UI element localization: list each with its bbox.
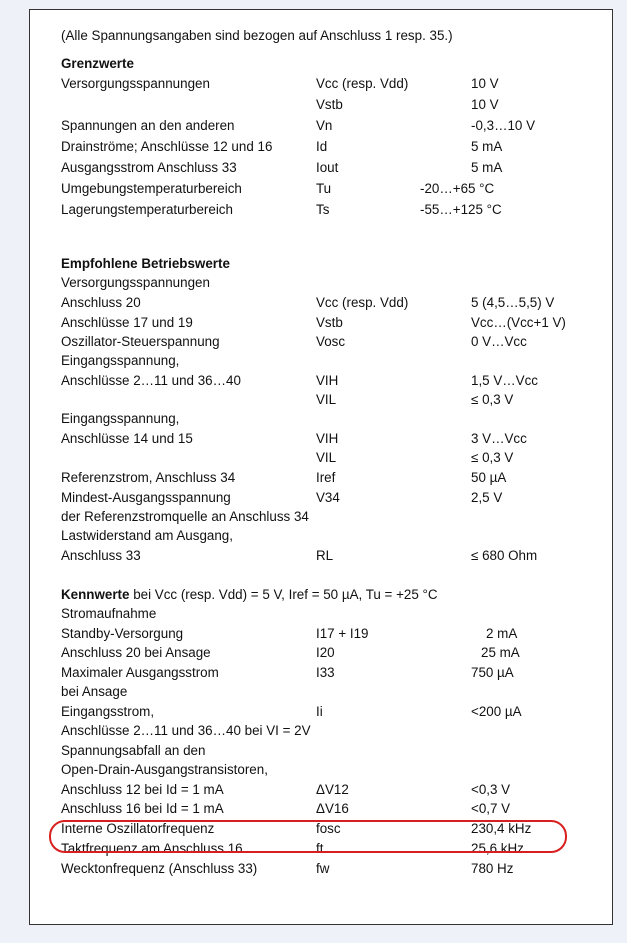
section-heading-kennwerte: [61, 586, 438, 603]
s1-row-label: Lagerungstemperaturbereich: [61, 202, 233, 217]
s1-row-value: 10 V: [471, 97, 499, 112]
s3-row-label: Spannungsabfall an den: [61, 743, 206, 758]
s2-row-label: Anschlüsse 14 und 15: [61, 431, 193, 446]
s2-row-value: 0 V…Vcc: [471, 334, 527, 349]
s1-row-value: -0,3…10 V: [471, 118, 536, 133]
s3-row-symbol: I20: [316, 645, 335, 660]
s1-row-value: -55…+125 °C: [420, 202, 502, 217]
s3-row-symbol: I17 + I19: [316, 626, 369, 641]
document-sheet: [29, 9, 613, 925]
s2-row-label: Anschluss 33: [61, 548, 141, 563]
kennwerte-title: Kennwerte: [61, 587, 130, 602]
s2-row-symbol: VIL: [316, 392, 337, 407]
s1-row-value: -20…+65 °C: [420, 181, 495, 196]
s2-row-label: Eingangsspannung,: [61, 411, 180, 426]
s3-row-symbol: I33: [316, 665, 335, 680]
s3-row-value: 25,6 kHz: [471, 841, 524, 856]
s2-row-value: 3 V…Vcc: [471, 431, 527, 446]
s3-row-symbol: fw: [316, 861, 330, 876]
s2-row-label: Anschlüsse 2…11 und 36…40: [61, 373, 241, 388]
section-heading-grenzwerte: Grenzwerte: [61, 56, 134, 71]
s2-row-label: Anschlüsse 17 und 19: [61, 315, 193, 330]
s3-row-value: <0,7 V: [471, 801, 511, 816]
s2-row-symbol: Vosc: [316, 334, 346, 349]
s3-row-label: Standby-Versorgung: [61, 626, 184, 641]
s2-row-label: Lastwiderstand am Ausgang,: [61, 528, 233, 543]
s1-row-symbol: Vstb: [316, 97, 343, 112]
s3-row-label: Stromaufnahme: [61, 606, 157, 621]
s2-row-value: 1,5 V…Vcc: [471, 373, 538, 388]
s3-row-label: Anschluss 12 bei Id = 1 mA: [61, 782, 224, 797]
s1-row-label: Umgebungstemperaturbereich: [61, 181, 242, 196]
s2-row-label: der Referenzstromquelle an Anschluss 34: [61, 509, 309, 524]
s3-row-label: bei Ansage: [61, 684, 128, 699]
s3-row-symbol: Ii: [316, 704, 323, 719]
section-heading-betriebswerte: Empfohlene Betriebswerte: [61, 256, 230, 271]
s2-row-label: Versorgungsspannungen: [61, 275, 210, 290]
s2-row-label: Anschluss 20: [61, 295, 141, 310]
s2-row-label: Oszillator-Steuerspannung: [61, 334, 220, 349]
s2-row-value: 2,5 V: [471, 490, 503, 505]
s3-row-label: Maximaler Ausgangsstrom: [61, 665, 219, 680]
s3-row-label: Interne Oszillatorfrequenz: [61, 821, 215, 836]
s1-row-symbol: Iout: [316, 160, 339, 175]
s2-row-value: 5 (4,5…5,5) V: [471, 295, 555, 310]
s2-row-value: ≤ 0,3 V: [471, 392, 514, 407]
s3-row-value: 230,4 kHz: [471, 821, 532, 836]
s3-row-symbol: ΔV12: [316, 782, 349, 797]
s2-row-symbol: Vstb: [316, 315, 343, 330]
s3-row-symbol: ft: [316, 841, 324, 856]
s1-row-value: 10 V: [471, 76, 499, 91]
s3-row-label: Eingangsstrom,: [61, 704, 155, 719]
s3-row-label: Taktfrequenz am Anschluss 16: [61, 841, 243, 856]
s3-row-value: <0,3 V: [471, 782, 511, 797]
s1-row-value: 5 mA: [471, 160, 503, 175]
s1-row-label: Drainströme; Anschlüsse 12 und 16: [61, 139, 273, 154]
s3-row-value: 2 mA: [486, 626, 518, 641]
s3-row-label: Anschlüsse 2…11 und 36…40 bei VI = 2V: [61, 723, 311, 738]
s1-row-symbol: Vn: [316, 118, 333, 133]
s2-row-symbol: VIL: [316, 450, 337, 465]
s3-row-label: Anschluss 16 bei Id = 1 mA: [61, 801, 224, 816]
s1-row-symbol: Vcc (resp. Vdd): [316, 76, 409, 91]
s2-row-symbol: V34: [316, 490, 340, 505]
s2-row-value: Vcc…(Vcc+1 V): [471, 315, 566, 330]
s3-row-value: 25 mA: [481, 645, 520, 660]
s3-row-value: 750 µA: [471, 665, 514, 680]
s1-row-label: Ausgangsstrom Anschluss 33: [61, 160, 237, 175]
s3-row-label: Open-Drain-Ausgangstransistoren,: [61, 762, 268, 777]
s2-row-symbol: VIH: [316, 373, 339, 388]
s2-row-value: ≤ 680 Ohm: [471, 548, 538, 563]
s3-row-value: <200 µA: [471, 704, 522, 719]
s2-row-symbol: Vcc (resp. Vdd): [316, 295, 409, 310]
s2-row-label: Mindest-Ausgangsspannung: [61, 490, 231, 505]
s1-row-label: Versorgungsspannungen: [61, 76, 210, 91]
reference-note: (Alle Spannungsangaben sind bezogen auf Anschluss 1 resp. 35.): [61, 28, 453, 43]
s1-row-symbol: Tu: [316, 181, 332, 196]
s3-row-symbol: ΔV16: [316, 801, 349, 816]
s1-row-symbol: Ts: [316, 202, 330, 217]
s2-row-symbol: RL: [316, 548, 334, 563]
s2-row-label: Eingangsspannung,: [61, 353, 180, 368]
s1-row-symbol: Id: [316, 139, 328, 154]
s2-row-value: 50 µA: [471, 470, 507, 485]
s3-row-value: 780 Hz: [471, 861, 514, 876]
s1-row-value: 5 mA: [471, 139, 503, 154]
s2-row-value: ≤ 0,3 V: [471, 450, 514, 465]
s2-row-symbol: Iref: [316, 470, 336, 485]
s1-row-label: Spannungen an den anderen: [61, 118, 235, 133]
s3-row-label: Wecktonfrequenz (Anschluss 33): [61, 861, 258, 876]
red-highlight-ellipse: [49, 820, 567, 853]
s2-row-label: Referenzstrom, Anschluss 34: [61, 470, 236, 485]
s3-row-symbol: fosc: [316, 821, 341, 836]
kennwerte-conditions: bei Vcc (resp. Vdd) = 5 V, Iref = 50 µA, Tu = +25 °C: [129, 587, 438, 602]
s3-row-label: Anschluss 20 bei Ansage: [61, 645, 211, 660]
s2-row-symbol: VIH: [316, 431, 339, 446]
